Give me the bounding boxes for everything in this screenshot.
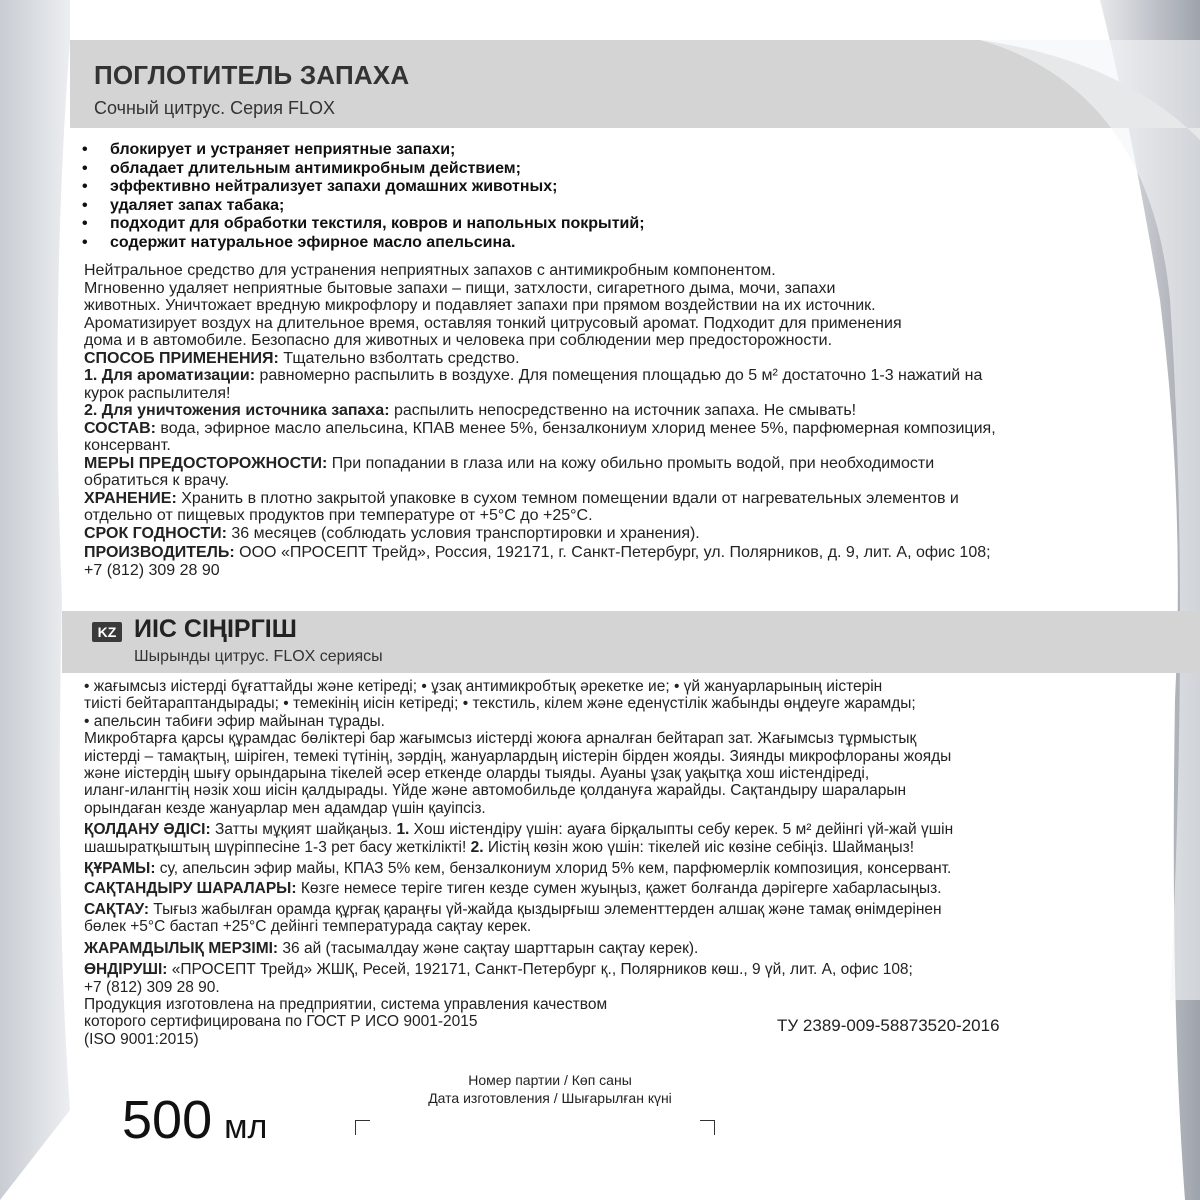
bullet-icon: • (82, 159, 88, 177)
ru-usage: СПОСОБ ПРИМЕНЕНИЯ: Тщательно взболтать средство. (84, 349, 520, 367)
print-area-corner-right (700, 1120, 715, 1135)
ru-manufacturer: ПРОИЗВОДИТЕЛЬ: ООО «ПРОСЕПТ Трейд», Россия, 192171, г. Санкт-Петербург, ул. Полярников, д. 9, лит. А, офис 108; (84, 544, 991, 561)
kz-bullets-line: тиісті бейтараптандырады; • темекінің иісін кетіреді; • текстиль, кілем және еденүстілік жабынды өңдеуге жарамды; (84, 695, 916, 713)
kz-language-badge: KZ (92, 622, 122, 642)
volume-unit: мл (224, 1108, 268, 1146)
list-item: • содержит натуральное эфирное масло апельсина. (82, 233, 516, 251)
volume-label (122, 1090, 267, 1150)
bullet-icon: • (82, 196, 88, 214)
list-item: • эффективно нейтрализует запахи домашних животных; (82, 178, 558, 195)
kz-storage: САҚТАУ: Тығыз жабылған орамда құрғақ қараңғы үй-жайда қыздырғыш элементтерден алшақ және тамақ өнімдерінен (84, 900, 942, 918)
kz-usage: ҚОЛДАНУ ӘДІСІ: Затты мұқият шайқаңыз. 1. Хош иістендіру үшін: ауаға бірқалыпты себу керек. 5 м² дейінгі үй-жай үшін (84, 821, 954, 839)
kz-body: • жағымсыз иістерді бұғаттайды және кетіреді; • ұзақ антимикробтық әрекетке ие; • үй жануарларының иістерін тиісті бейтараптандырады; • темекінің иісін кетіреді; • текстиль, кілем және еденүстілік жабынды өңдеуге жарамды; • апельсин табиғи эфир майынан тұрады. Микробтарға қарсы құрамдас бөліктері бар жағымсыз иістерді жоюға арналған бейтарап зат. Жағымсыз тұрмыстық иістерді – тамақтың, шіріген, темекі түтінің, зәрдің, жануарлардың иістерін бірден жояды. Зиянды микрофлораны жояды және иістердің шығу орындарына тікелей әсер еткенде оларды тыяды. Ауаны ұзақ уақытқа хош иістендіреді, иланг-илангтің нәзік хош иісін қалдырады. Үйде және автомобильде қолдануға жарайды. Сақтандыру шараларын орындаған кезде жануарлар мен адамдар үшін қауіпсіз. ҚОЛДАНУ ӘДІСІ: Затты мұқият шайқаңыз. 1. Хош иістендіру үшін: ауаға бірқалыпты себу керек. 5 м² дейінгі үй-жай үшін шашыратқыштың шүріппесіне 1-3 рет басу жеткілікті! 2. Иістің көзін жою үшін: тікелей иіс көзіне себіңіз. Шаймаңыз! ҚҰРАМЫ: су, апельсин эфир майы, КПАЗ 5% кем, бензалкониум хлорид 5% кем, парфюмерлік композиция, консервант. САҚТАНДЫРУ ШАРАЛАРЫ: Көзге немесе теріге тиген кезде сумен жуыңыз, қажет болғанда дәрігерге хабарласыңыз. САҚТАУ: Тығыз жабылған орамда құрғақ қараңғы үй-жайда қыздырғыш элементтерден алшақ және тамақ өнімдерінен бөлек +5°С бастап +25°С дейінгі температурада сақтау керек. ЖАРАМДЫЛЫҚ МЕРЗІМІ: 36 ай (тасымалдау және сақтау шарттарын сақтау керек). ӨНДІРУШІ: «ПРОСЕПТ Трейд» ЖШҚ, Ресей, 192171, Санкт-Петербург қ., Полярников көш., 9 үй, лит. А, офис 108; +7 (812) 309 28 90. Продукция изготовлена на предприятии, система управления качеством которого сертифицирована по ГОСТ Р ИСО 9001-2015 (ISO 9001:2015) (84, 678, 954, 1048)
ru-feature-list (82, 141, 645, 252)
kz-manufacturer: ӨНДІРУШІ: «ПРОСЕПТ Трейд» ЖШҚ, Ресей, 192171, Санкт-Петербург қ., Полярников көш., 9 үй, лит. А, офис 108; (84, 961, 913, 979)
kz-bullets-line: • жағымсыз иістерді бұғаттайды және кетіреді; • ұзақ антимикробтық әрекетке ие; • үй жануарларының иістерін (84, 678, 883, 695)
print-area-corner-left (355, 1120, 370, 1135)
ru-composition: СОСТАВ: вода, эфирное масло апельсина, КПАВ менее 5%, бензалкониум хлорид менее 5%, парфюмерная композиция, (84, 419, 996, 437)
list-item: • подходит для обработки текстиля, ковров и напольных покрытий; (82, 215, 645, 232)
ru-shelf-life: СРОК ГОДНОСТИ: 36 месяцев (соблюдать условия транспортировки и хранения). (84, 524, 700, 542)
ru-usage-1: 1. Для ароматизации: равномерно распылить в воздухе. Для помещения площадью до 5 м² достаточно 1-3 нажатий на (84, 367, 983, 384)
list-item: • обладает длительным антимикробным действием; (82, 159, 521, 177)
batch-number-label: Номер партии / Көп саны (468, 1072, 632, 1088)
ru-usage-2: 2. Для уничтожения источника запаха: распылить непосредственно на источник запаха. Не смывать! (84, 402, 857, 419)
bullet-icon: • (82, 233, 88, 251)
certification-line: которого сертифицирована по ГОСТ Р ИСО 9001-2015 (84, 1013, 478, 1031)
ru-precautions: МЕРЫ ПРЕДОСТОРОЖНОСТИ: При попадании в глаза или на кожу обильно промыть водой, при необходимости (84, 454, 935, 472)
ru-storage: ХРАНЕНИЕ: Хранить в плотно закрытой упаковке в сухом темном помещении вдали от нагревательных элементов и (84, 489, 959, 507)
kz-product-subtitle: Шырынды цитрус. FLOX сериясы (134, 648, 383, 665)
kz-bullets-line: • апельсин табиғи эфир майынан тұрады. (84, 712, 385, 730)
technical-conditions-code: ТУ 2389-009-58873520-2016 (777, 1016, 1000, 1035)
ru-product-subtitle: Сочный цитрус. Серия FLOX (94, 98, 335, 118)
batch-info (400, 1071, 700, 1107)
volume-number: 500 (122, 1090, 213, 1150)
bullet-icon: • (82, 215, 88, 232)
kz-composition: ҚҰРАМЫ: су, апельсин эфир майы, КПАЗ 5% кем, бензалкониум хлорид 5% кем, парфюмерлік композиция, консервант. (84, 860, 952, 878)
bullet-icon: • (82, 178, 88, 195)
kz-precautions: САҚТАНДЫРУ ШАРАЛАРЫ: Көзге немесе теріге тиген кезде сумен жуыңыз, қажет болғанда дәрігерге хабарласыңыз. (84, 880, 942, 898)
ru-header-band (70, 40, 1200, 128)
certification-line: Продукция изготовлена на предприятии, система управления качеством (84, 995, 608, 1013)
kz-shelf-life: ЖАРАМДЫЛЫҚ МЕРЗІМІ: 36 ай (тасымалдау және сақтау шарттарын сақтау керек). (84, 939, 699, 957)
ru-description: Нейтральное средство для устранения неприятных запахов с антимикробным компонентом. Мгновенно удаляет неприятные бытовые запахи – пищи, затхлости, сигаретного дыма, мочи, запахи животных. Уничтожает вредную микрофлору и подавляет запахи при прямом воздействии на их источник. Ароматизирует воздух на длительное время, оставляя тонкий цитрусовый аромат. Подходит для применения дома и в автомобиле. Безопасно для животных и человека при соблюдении мер предосторожности. СПОСОБ ПРИМЕНЕНИЯ: Тщательно взболтать средство. 1. Для ароматизации: равномерно распылить в воздухе. Для помещения площадью до 5 м² достаточно 1-3 нажатий на курок распылителя! 2. Для уничтожения источника запаха: распылить непосредственно на источник запаха. Не смывать! СОСТАВ: вода, эфирное масло апельсина, КПАВ менее 5%, бензалкониум хлорид менее 5%, парфюмерная композиция, консервант. МЕРЫ ПРЕДОСТОРОЖНОСТИ: При попадании в глаза или на кожу обильно промыть водой, при необходимости обратиться к врачу. ХРАНЕНИЕ: Хранить в плотно закрытой упаковке в сухом темном помещении вдали от нагревательных элементов и отдельно от пищевых продуктов при температуре от +5°С до +25°С. СРОК ГОДНОСТИ: 36 месяцев (соблюдать условия транспортировки и хранения). ПРОИЗВОДИТЕЛЬ: ООО «ПРОСЕПТ Трейд», Россия, 192171, г. Санкт-Петербург, ул. Полярников, д. 9, лит. А, офис 108; +7 (812) 309 28 90 (84, 262, 996, 579)
list-item: • удаляет запах табака; (82, 196, 285, 214)
manufacture-date-label: Дата изготовления / Шығарылған күні (428, 1090, 672, 1106)
bullet-icon: • (82, 141, 88, 158)
certification-line: (ISO 9001:2015) (84, 1030, 199, 1048)
ru-product-title: ПОГЛОТИТЕЛЬ ЗАПАХА (94, 60, 410, 90)
kz-product-title: ИІС СІҢІРГІШ (134, 615, 297, 643)
list-item: • блокирует и устраняет неприятные запахи; (82, 141, 456, 158)
